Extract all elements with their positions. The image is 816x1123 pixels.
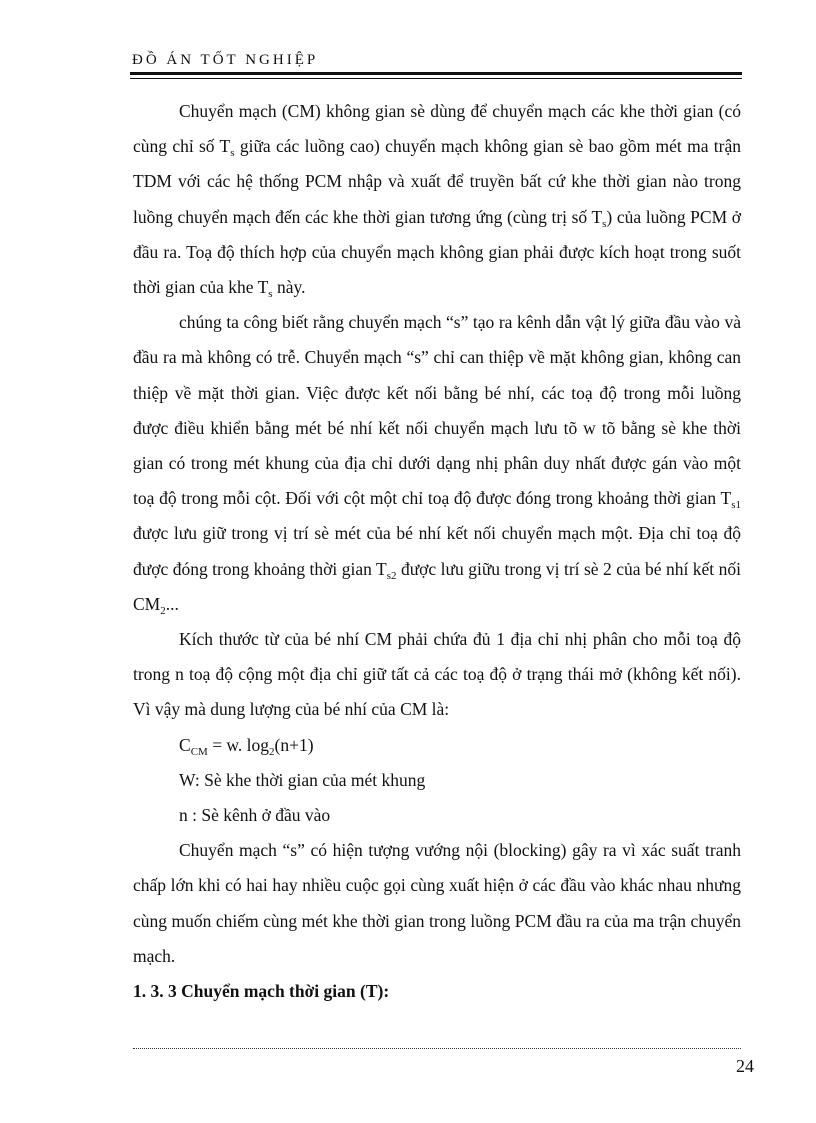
header-rule-thin	[130, 78, 742, 79]
footer-rule	[133, 1048, 741, 1049]
paragraph-blocking: Chuyển mạch “s” có hiện tượng vướng nội (blocking) gây ra vì xác suất tranh chấp lớn khi có hai hay nhiều cuộc gọi cùng xuất hiện ở các đầu vào khác nhau nhưng cùng muốn chiếm cùng mét khe thời gian trong luồng PCM đầu ra của ma trận chuyển mạch.	[133, 840, 741, 966]
paragraph-memory-size: Kích thước từ của bé nhí CM phải chứa đủ 1 địa chỉ nhị phân cho mỗi toạ độ trong n toạ độ cộng một địa chỉ giữ tất cả các toạ độ ở trạng thái mở (không kết nối). Vì vậy mà dung lượng của bé nhí của CM là:	[133, 629, 741, 720]
paragraph-s-switch: chúng ta công biết rằng chuyển mạch “s” tạo ra kênh dẫn vật lý giữa đầu vào và đầu ra mà không có trễ. Chuyển mạch “s” chỉ can thiệp về mặt không gian, không can thiệp về mặt thời gian. Việc được kết nối bằng bé nhí, các toạ độ trong mỗi luồng được điều khiển bằng mét bé nhí kết nối chuyển mạch lưu tõ w tõ bằng sè khe thời gian có trong mét khung của địa chỉ dưới dạng nhị phân duy nhất được gán vào một toạ độ trong mỗi cột. Đối với cột một chỉ toạ độ được đóng trong khoảng thời gian $T_{s1}$ được lưu giữ trong vị trí sè mét của bé nhí kết nối chuyển mạch một. Địa chỉ toạ độ được đóng trong khoảng thời gian $T_{s2}$ được lưu giữu trong vị trí sè 2 của bé nhí kết nối $CM_2$...	[133, 312, 741, 617]
definition-n: n : Sè kênh ở đầu vào	[179, 805, 331, 826]
paragraph-space-switching: Chuyển mạch (CM) không gian sè dùng để chuyển mạch các khe thời gian (có cùng chỉ số $T_s$ giữa các luồng cao) chuyển mạch không gian sè bao gồm mét ma trận TDM với các hệ thống PCM nhập và xuất để truyền bất cứ khe thời gian nào trong luồng chuyển mạch đến các khe thời gian tương ứng (cùng trị số $T_s$) của luồng PCM ở đầu ra. Toạ độ thích hợp của chuyển mạch không gian phải được kích hoạt trong suốt thời gian của khe $T_s$ này.	[133, 101, 741, 301]
definition-w: W: Sè khe thời gian của mét khung	[179, 769, 426, 790]
formula-ccm: $C_{CM} = w$. $\log_2(n+1)$	[179, 734, 314, 758]
header-rule-thick	[130, 72, 742, 75]
page-number: 24	[736, 1056, 754, 1076]
body-content	[133, 94, 741, 1009]
section-heading: 1. 3. 3 Chuyển mạch thời gian (T):	[133, 981, 390, 1002]
header-title: ĐỒ ÁN TỐT NGHIỆP	[132, 52, 319, 68]
